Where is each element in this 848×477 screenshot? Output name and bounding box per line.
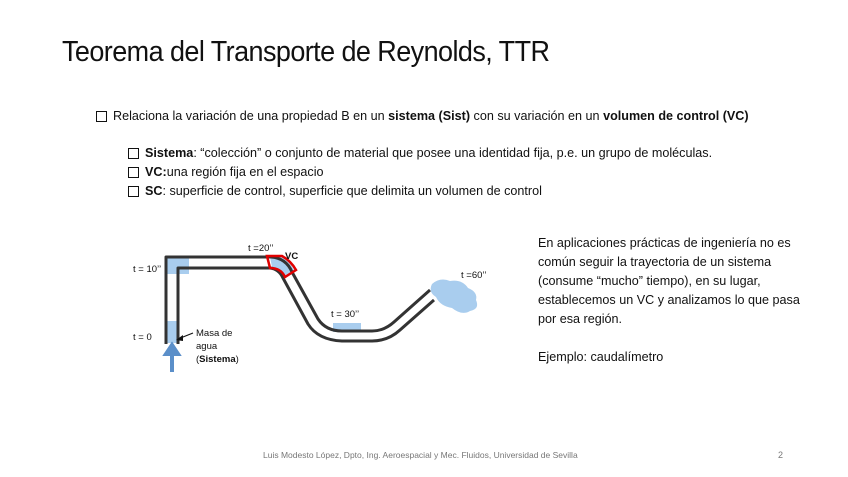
slide-title: Teorema del Transporte de Reynolds, TTR <box>62 36 550 68</box>
water-mass-line: Masa de <box>196 328 233 339</box>
sub-bullet-term: VC: <box>145 165 167 179</box>
label-t20: t =20’’ <box>248 243 274 254</box>
sub-bullet-text: una región fija en el espacio <box>166 165 324 179</box>
water-blob-t0 <box>167 321 177 343</box>
sub-bullet-term: SC <box>145 184 163 198</box>
main-bullet-part: con su variación en un <box>470 109 604 123</box>
side-explanation <box>538 234 818 367</box>
water-mass-line: agua <box>196 341 218 352</box>
footer-credit: Luis Modesto López, Dpto, Ing. Aeroespacial y Mec. Fluidos, Universidad de Sevilla <box>263 450 578 460</box>
main-bullet-bold: volumen de control (VC) <box>603 109 749 123</box>
label-t10: t = 10’’ <box>133 264 162 275</box>
page-number: 2 <box>778 450 784 460</box>
paren: ) <box>235 354 239 365</box>
sub-bullet-text: : “colección” o conjunto de material que posee una identidad fija, p.e. un grupo de moléculas. <box>193 146 713 160</box>
label-t0: t = 0 <box>133 332 152 343</box>
side-example: Ejemplo: caudalímetro <box>538 350 664 364</box>
water-blob-t60 <box>431 280 477 313</box>
label-t30: t = 30’’ <box>331 309 360 320</box>
label-vc: VC <box>285 251 299 262</box>
main-bullet-bold: sistema (Sist) <box>388 109 471 123</box>
side-paragraph: En aplicaciones prácticas de ingeniería no es común seguir la trayectoria de un sistema (consume “mucho” tiempo), en su lugar, establecemos un VC y analizamos lo que pasa por esa región. <box>538 236 800 326</box>
label-t60: t =60’’ <box>461 270 487 281</box>
paren: ( <box>196 354 200 365</box>
water-mass-term: Sistema <box>199 354 236 365</box>
main-bullet-part: Relaciona la variación de una propiedad B en un <box>113 109 389 123</box>
sub-bullet-text: : superficie de control, superficie que delimita un volumen de control <box>162 184 542 198</box>
sub-bullet-term: Sistema <box>145 146 194 160</box>
flow-arrow-icon <box>166 345 178 372</box>
water-mass-line <box>196 353 239 366</box>
label-water-mass <box>196 327 239 366</box>
